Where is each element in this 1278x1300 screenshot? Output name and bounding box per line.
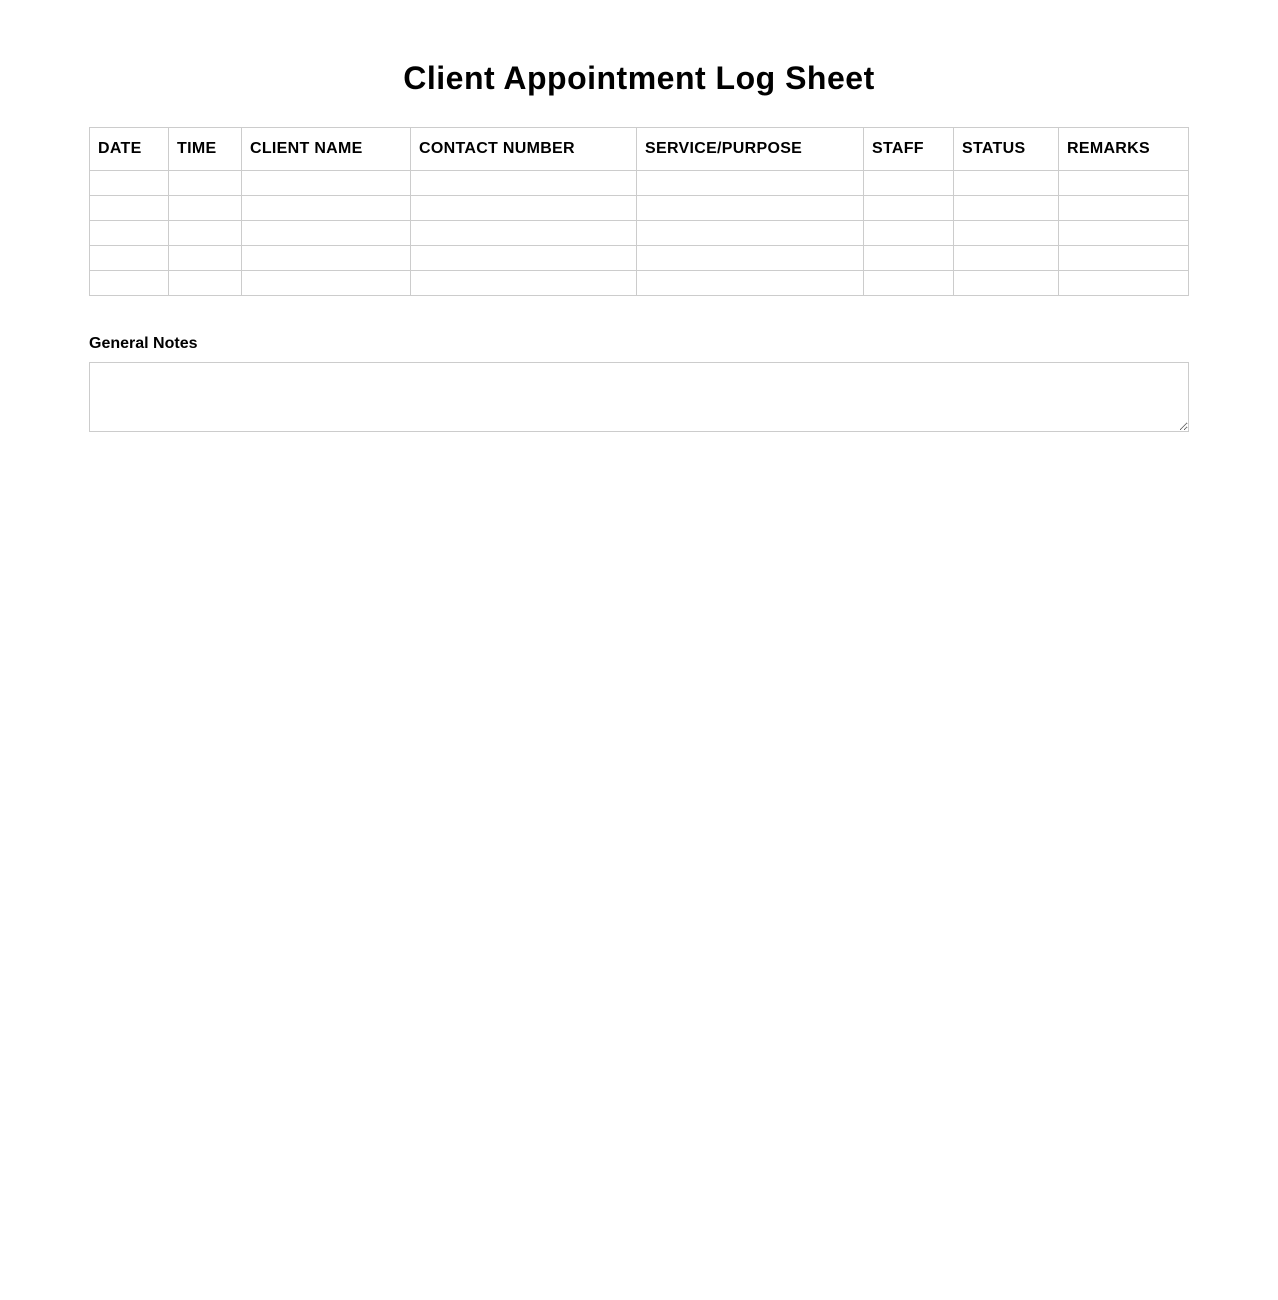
- table-cell[interactable]: [1059, 221, 1189, 246]
- appointment-log-table: [89, 127, 1189, 296]
- table-cell[interactable]: [864, 271, 954, 296]
- table-row: [90, 271, 1189, 296]
- general-notes-label: General Notes: [89, 335, 198, 352]
- table-cell[interactable]: [411, 271, 637, 296]
- table-cell[interactable]: [411, 246, 637, 271]
- column-header-client-name: CLIENT NAME: [242, 128, 411, 171]
- table-cell[interactable]: [1059, 196, 1189, 221]
- table-cell[interactable]: [954, 246, 1059, 271]
- table-cell[interactable]: [411, 221, 637, 246]
- table-cell[interactable]: [954, 171, 1059, 196]
- table-cell[interactable]: [637, 271, 864, 296]
- table-cell[interactable]: [90, 246, 169, 271]
- column-header-remarks: REMARKS: [1059, 128, 1189, 171]
- table-cell[interactable]: [169, 171, 242, 196]
- table-row: [90, 196, 1189, 221]
- table-cell[interactable]: [1059, 171, 1189, 196]
- table-cell[interactable]: [411, 196, 637, 221]
- column-header-time: TIME: [169, 128, 242, 171]
- table-cell[interactable]: [169, 221, 242, 246]
- table-cell[interactable]: [637, 196, 864, 221]
- table-cell[interactable]: [864, 196, 954, 221]
- table-cell[interactable]: [954, 221, 1059, 246]
- table-cell[interactable]: [954, 196, 1059, 221]
- table-cell[interactable]: [864, 171, 954, 196]
- table-cell[interactable]: [169, 196, 242, 221]
- table-cell[interactable]: [411, 171, 637, 196]
- table-cell[interactable]: [242, 171, 411, 196]
- table-cell[interactable]: [90, 196, 169, 221]
- table-cell[interactable]: [864, 246, 954, 271]
- table-cell[interactable]: [242, 271, 411, 296]
- table-cell[interactable]: [90, 171, 169, 196]
- table-cell[interactable]: [242, 221, 411, 246]
- table-row: [90, 171, 1189, 196]
- table-cell[interactable]: [242, 196, 411, 221]
- column-header-service-purpose: SERVICE/PURPOSE: [637, 128, 864, 171]
- column-header-contact-number: CONTACT NUMBER: [411, 128, 637, 171]
- table-cell[interactable]: [169, 271, 242, 296]
- column-header-staff: STAFF: [864, 128, 954, 171]
- table-cell[interactable]: [242, 246, 411, 271]
- table-row: [90, 221, 1189, 246]
- table-cell[interactable]: [637, 221, 864, 246]
- table-cell[interactable]: [90, 271, 169, 296]
- column-header-status: STATUS: [954, 128, 1059, 171]
- table-cell[interactable]: [954, 271, 1059, 296]
- table-cell[interactable]: [169, 246, 242, 271]
- table-cell[interactable]: [1059, 271, 1189, 296]
- general-notes-input[interactable]: [89, 362, 1189, 432]
- column-header-date: DATE: [90, 128, 169, 171]
- table-cell[interactable]: [864, 221, 954, 246]
- page-title: Client Appointment Log Sheet: [403, 60, 875, 96]
- table-cell[interactable]: [90, 221, 169, 246]
- table-row: [90, 246, 1189, 271]
- table-cell[interactable]: [1059, 246, 1189, 271]
- table-header-row: [90, 128, 1189, 171]
- table-cell[interactable]: [637, 171, 864, 196]
- table-cell[interactable]: [637, 246, 864, 271]
